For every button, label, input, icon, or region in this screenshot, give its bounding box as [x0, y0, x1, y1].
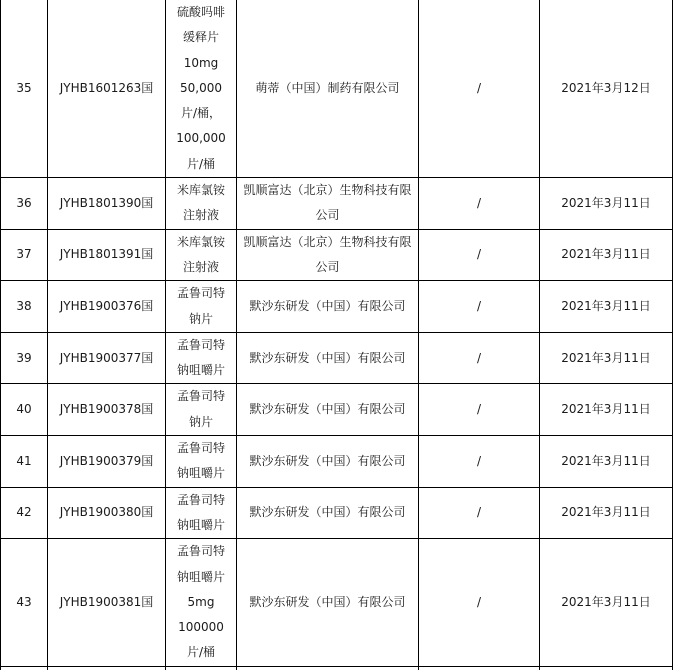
company-name: 默沙东研发（中国）有限公司: [237, 539, 419, 667]
row-number: 36: [1, 178, 48, 230]
row-number: 37: [1, 229, 48, 281]
acceptance-number: JYHB1801391国: [48, 229, 166, 281]
empty-cell: [166, 666, 237, 670]
approval-date: 2021年3月11日: [540, 539, 673, 667]
table-row: [1, 436, 673, 488]
table-row: [1, 0, 673, 178]
acceptance-number: JYHB1601263国: [48, 0, 166, 178]
drug-name-line: 钠咀嚼片: [176, 569, 225, 584]
table-row: [1, 229, 673, 281]
remark: /: [419, 178, 540, 230]
drug-name-line: 片/桶，: [180, 106, 222, 121]
company-name: 默沙东研发（中国）有限公司: [237, 487, 419, 539]
drug-name-line: 钠片: [188, 311, 213, 326]
drug-name-line: 钠咀嚼片: [176, 466, 225, 481]
drug-name-line: 注射液: [182, 208, 219, 223]
remark: /: [419, 539, 540, 667]
approval-date: 2021年3月11日: [540, 487, 673, 539]
acceptance-number: JYHB1900381国: [48, 539, 166, 667]
table-body: [1, 0, 673, 670]
acceptance-number: JYHB1900377国: [48, 332, 166, 384]
empty-cell: [237, 666, 419, 670]
remark: /: [419, 332, 540, 384]
table-row: [1, 487, 673, 539]
empty-cell: [540, 666, 673, 670]
company-name: 默沙东研发（中国）有限公司: [237, 332, 419, 384]
drug-name-line: 100,000: [176, 131, 226, 146]
drug-name: [166, 436, 237, 488]
drug-name-line: 缓释片: [182, 30, 219, 45]
remark: /: [419, 487, 540, 539]
drug-name: [166, 281, 237, 333]
drug-name: [166, 178, 237, 230]
row-number: 43: [1, 539, 48, 667]
company-name: 凯顺富达（北京）生物科技有限公司: [237, 229, 419, 281]
remark: /: [419, 281, 540, 333]
acceptance-number: JYHB1801390国: [48, 178, 166, 230]
company-name: 默沙东研发（中国）有限公司: [237, 436, 419, 488]
table-row: [1, 384, 673, 436]
row-number: 39: [1, 332, 48, 384]
acceptance-number: JYHB1900379国: [48, 436, 166, 488]
approval-date: 2021年3月11日: [540, 332, 673, 384]
company-name: 萌蒂（中国）制药有限公司: [237, 0, 419, 178]
row-number: 35: [1, 0, 48, 178]
drug-name: [166, 384, 237, 436]
drug-name: [166, 487, 237, 539]
remark: /: [419, 0, 540, 178]
drug-name-line: 钠咀嚼片: [176, 517, 225, 532]
remark: /: [419, 436, 540, 488]
company-name: 默沙东研发（中国）有限公司: [237, 281, 419, 333]
acceptance-number: JYHB1900376国: [48, 281, 166, 333]
drug-name-line: 5mg: [187, 594, 215, 609]
drug-name: [166, 539, 237, 667]
approval-date: 2021年3月11日: [540, 229, 673, 281]
acceptance-number: JYHB1900378国: [48, 384, 166, 436]
drug-name-line: 孟鲁司特: [176, 337, 225, 352]
drug-name-line: 钠咀嚼片: [176, 363, 225, 378]
drug-name-line: 钠片: [188, 414, 213, 429]
approval-date: 2021年3月11日: [540, 178, 673, 230]
drug-name-line: 米库氯铵: [176, 183, 225, 198]
drug-name-line: 孟鲁司特: [176, 492, 225, 507]
empty-cell: [48, 666, 166, 670]
approval-date: 2021年3月11日: [540, 384, 673, 436]
company-name: 凯顺富达（北京）生物科技有限公司: [237, 178, 419, 230]
table-row: [1, 281, 673, 333]
drug-name-line: 10mg: [183, 55, 219, 70]
drug-name-line: 注射液: [182, 259, 219, 274]
row-number: 40: [1, 384, 48, 436]
drug-name-line: 孟鲁司特: [176, 286, 225, 301]
row-number: 38: [1, 281, 48, 333]
drug-name-line: 100000: [178, 620, 224, 635]
drug-name-line: 孟鲁司特: [176, 389, 225, 404]
drug-name: [166, 229, 237, 281]
approval-date: 2021年3月11日: [540, 281, 673, 333]
drug-name: [166, 332, 237, 384]
drug-name-line: 片/桶: [186, 645, 216, 660]
row-number: 41: [1, 436, 48, 488]
row-number: 42: [1, 487, 48, 539]
acceptance-number: JYHB1900380国: [48, 487, 166, 539]
table-row-partial: [1, 666, 673, 670]
empty-cell: [1, 666, 48, 670]
remark: /: [419, 229, 540, 281]
table-row: [1, 332, 673, 384]
approval-date: 2021年3月12日: [540, 0, 673, 178]
remark: /: [419, 384, 540, 436]
approval-date: 2021年3月11日: [540, 436, 673, 488]
drug-name-line: 米库氯铵: [176, 234, 225, 249]
empty-cell: [419, 666, 540, 670]
table-row: [1, 178, 673, 230]
drug-name: [166, 0, 237, 178]
drug-name-line: 孟鲁司特: [176, 544, 225, 559]
drug-name-line: 50,000: [180, 80, 222, 95]
drug-name-line: 硫酸吗啡: [176, 5, 225, 19]
drug-name-line: 片/桶: [186, 156, 216, 171]
table-row: [1, 539, 673, 667]
drug-name-line: 孟鲁司特: [176, 441, 225, 456]
company-name: 默沙东研发（中国）有限公司: [237, 384, 419, 436]
